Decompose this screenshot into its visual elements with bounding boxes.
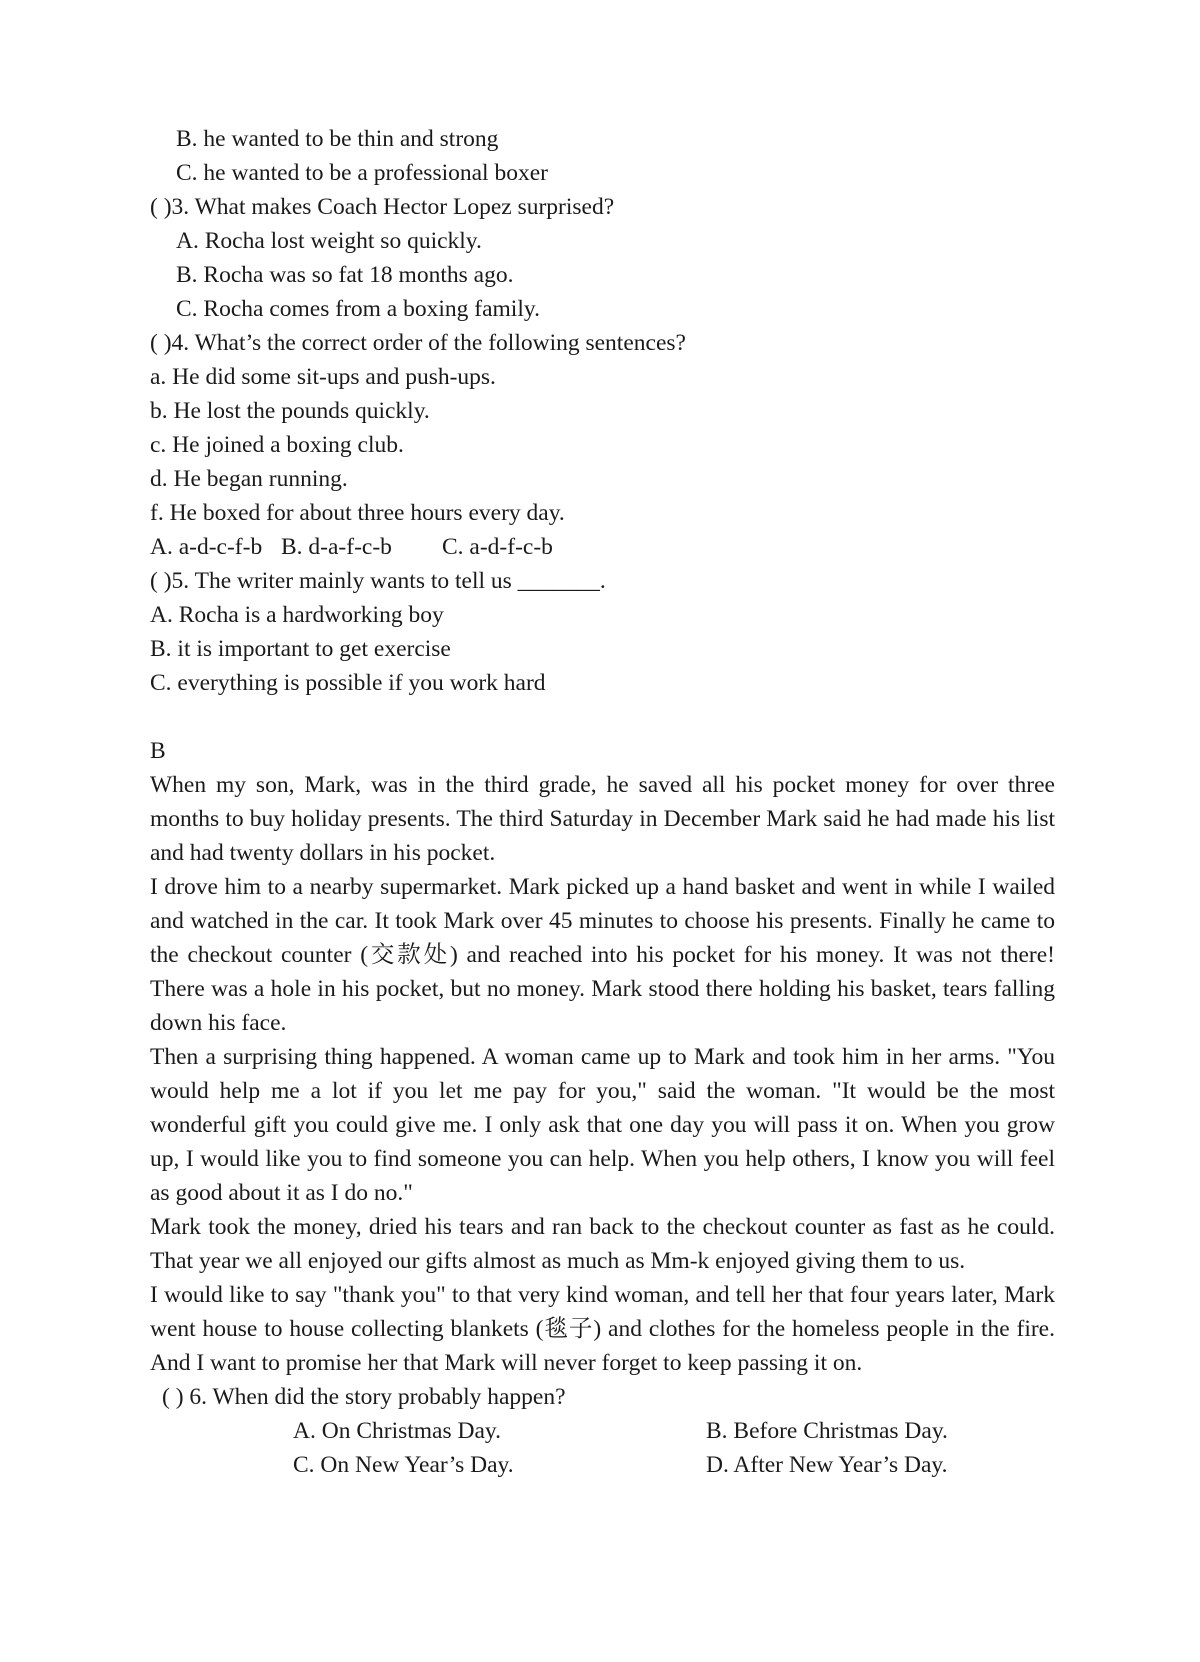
q4-item-f: f. He boxed for about three hours every day. [150,500,565,526]
q4-item-a: a. He did some sit-ups and push-ups. [150,364,496,390]
q5-option-c: C. everything is possible if you work hard [150,670,546,696]
q5-option-a: A. Rocha is a hardworking boy [150,602,444,628]
q3-option-c: C. Rocha comes from a boxing family. [176,296,540,322]
q3-stem: ( )3. What makes Coach Hector Lopez surprised? [150,194,615,220]
passage-paragraph-2: I drove him to a nearby supermarket. Mark picked up a hand basket and went in while I wailed and watched in the car. It took Mark over 45 minutes to choose his presents. Finally he came to the checkout counter (交款处) and reached into his pocket for his money. It was not there! There was a hole in his pocket, but no money. Mark stood there holding his basket, tears falling down his face. [150,874,1055,1036]
q6-option-b: B. Before Christmas Day. [706,1418,948,1444]
q4-item-c: c. He joined a boxing club. [150,432,404,458]
passage-paragraph-4: Mark took the money, dried his tears and ran back to the checkout counter as fast as he could. That year we all enjoyed our gifts almost as much as Mm-k enjoyed giving them to us. [150,1214,1055,1274]
q4-option-b: B. d-a-f-c-b [281,534,392,560]
q6-option-c: C. On New Year’s Day. [293,1452,514,1478]
q4-options [150,530,1055,564]
q6-options [150,1414,1055,1482]
q3-option-a: A. Rocha lost weight so quickly. [176,228,482,254]
q4-stem: ( )4. What’s the correct order of the following sentences? [150,330,686,356]
q4-item-b: b. He lost the pounds quickly. [150,398,430,424]
q4-option-c: C. a-d-f-c-b [442,534,553,560]
q5-option-b: B. it is important to get exercise [150,636,451,662]
q4-option-a: A. a-d-c-f-b [150,534,263,560]
q5-stem: ( )5. The writer mainly wants to tell us _______. [150,568,606,594]
section-b-heading: B [150,738,166,764]
document-page [150,122,1055,1482]
spacer [150,700,1055,734]
q2-option-c: C. he wanted to be a professional boxer [176,160,548,186]
q3-option-b: B. Rocha was so fat 18 months ago. [176,262,514,288]
passage-paragraph-5: I would like to say "thank you" to that very kind woman, and tell her that four years later, Mark went house to house collecting blankets (毯子) and clothes for the homeless people in the fire. And I want to promise her that Mark will never forget to keep passing it on. [150,1282,1055,1376]
passage-paragraph-3: Then a surprising thing happened. A woman came up to Mark and took him in her arms. "You would help me a lot if you let me pay for you," said the woman. "It would be the most wonderful gift you could give me. I only ask that one day you will pass it on. When you grow up, I would like you to find someone you can help. When you help others, I know you will feel as good about it as I do no." [150,1044,1055,1206]
q2-option-b: B. he wanted to be thin and strong [176,126,499,152]
q4-item-d: d. He began running. [150,466,348,492]
q6-option-d: D. After New Year’s Day. [706,1452,948,1478]
q6-stem: ( ) 6. When did the story probably happen? [162,1384,566,1410]
q6-option-a: A. On Christmas Day. [293,1418,502,1444]
passage-paragraph-1: When my son, Mark, was in the third grade, he saved all his pocket money for over three months to buy holiday presents. The third Saturday in December Mark said he had made his list and had twenty dollars in his pocket. [150,772,1055,866]
